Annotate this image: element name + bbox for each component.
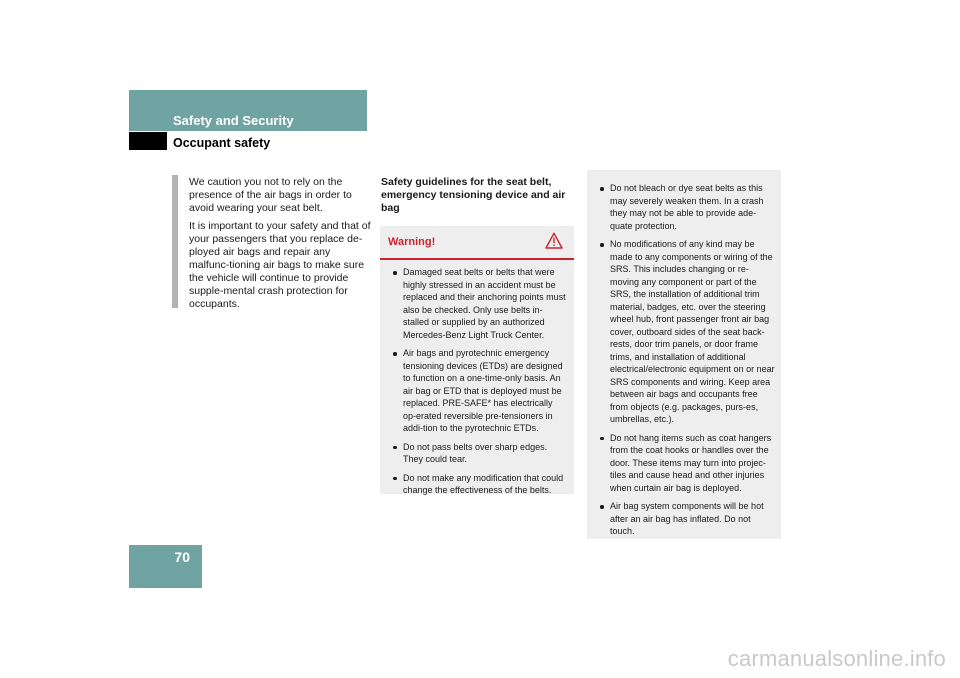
list-item: Air bag system components will be hot after an air bag has inflated. Do not touch. bbox=[594, 500, 775, 538]
list-item: Damaged seat belts or belts that were highly stressed in an accident must be replaced and their anchoring points must also be checked. Only use belts in-stalled or supplied by an authorized Mercedes-Benz Light Truck Center. bbox=[387, 266, 568, 341]
section-title: Safety and Security bbox=[173, 113, 294, 128]
list-item: Do not pass belts over sharp edges. They could tear. bbox=[387, 441, 568, 466]
page-number-box bbox=[129, 545, 202, 588]
list-item: Do not make any modification that could change the effectiveness of the belts. bbox=[387, 472, 568, 497]
caution-paragraph: It is important to your safety and that of your passengers that you replace de-ployed air bags and repair any malfunc-tioning air bags to make sure the vehicle will continue to provide supple-mental crash protection for occupants. bbox=[189, 220, 371, 310]
caution-paragraph: We caution you not to rely on the presence of the air bags in order to avoid wearing your seat belt. bbox=[189, 176, 352, 214]
warning-list bbox=[380, 260, 574, 497]
caution-sidebar-bar bbox=[172, 175, 178, 308]
warning-continued-list bbox=[594, 182, 775, 538]
warning-header bbox=[380, 226, 574, 260]
warning-triangle-icon bbox=[545, 232, 563, 249]
warning-label: Warning! bbox=[388, 236, 436, 248]
list-item: Do not hang items such as coat hangers from the coat hooks or handles over the door. These items may turn into projec-tiles and cause head and other injuries when curtain air bag is deployed. bbox=[594, 432, 775, 495]
subsection-title: Occupant safety bbox=[173, 136, 271, 150]
warning-box bbox=[380, 226, 574, 494]
list-item: No modifications of any kind may be made to any components or wiring of the SRS. This includes changing or re-moving any component or part of the SRS, the installation of additional trim material, badges, etc. over the steering wheel hub, front passenger front air bag cover, outboard sides of the seat back-rests, door trim panels, or door frame trims, and installation of additional electrical/electronic equipment on or near SRS components and wiring. Keep area between air bags and occupants free from objects (e.g. packages, purs-es, umbrellas, etc.). bbox=[594, 238, 775, 426]
watermark: carmanualsonline.info bbox=[727, 646, 946, 671]
list-item: Air bags and pyrotechnic emergency tensioning devices (ETDs) are designed to function on a one-time-only basis. An air bag or ETD that is deployed must be replaced. PRE-SAFE* has electrically op-erated reversible pre-tensioners in addi-tion to the pyrotechnic ETDs. bbox=[387, 347, 568, 435]
warning-continued-box bbox=[587, 170, 781, 539]
guidelines-heading: Safety guidelines for the seat belt, emergency tensioning device and air bag bbox=[381, 176, 566, 214]
caution-text bbox=[189, 176, 371, 316]
subsection-marker bbox=[129, 132, 167, 150]
list-item: Do not bleach or dye seat belts as this may severely weaken them. In a crash they may not be able to provide ade-quate protection. bbox=[594, 182, 775, 232]
page-number: 70 bbox=[174, 549, 190, 565]
